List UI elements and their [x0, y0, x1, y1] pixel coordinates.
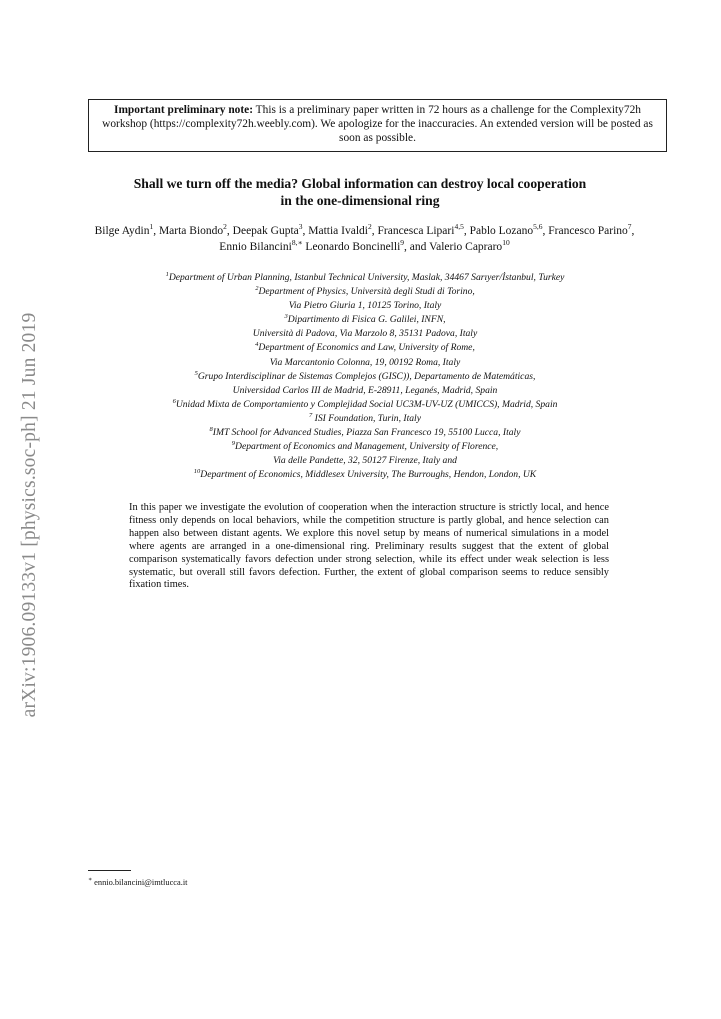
author-separator: ,: [542, 225, 549, 237]
affiliation-text: Dipartimento di Fisica G. Galilei, INFN,: [287, 314, 446, 326]
affiliation-line: [80, 341, 650, 355]
author: [158, 222, 233, 237]
affiliation-mark: 3: [284, 313, 288, 321]
affiliation-text: Via delle Pandette, 32, 50127 Firenze, Italy and: [273, 455, 457, 467]
author-name: Leonardo Boncinelli: [305, 240, 401, 253]
abstract: In this paper we investigate the evolution of cooperation when the interaction structure is strictly local, and hence fitness only depends on local behaviors, while the competition structure is partly global, and hence selection can happen also between distant agents. We explore this novel setup by means of numerical simulations in a model where agents are arranged in a one-dimensional ring. Preliminary results suggest that the extent of global comparison systematically favors defection under strong selection, while its effect under weak selection is less systematic, but overall still favors defection. Further, the extent of global comparison seems to reduce sensibly fixation times.: [129, 502, 609, 591]
author-name: Deepak Gupta: [232, 225, 299, 237]
footnote-rule: [88, 870, 131, 871]
affiliation-line: [80, 468, 650, 482]
author: [232, 222, 309, 237]
affiliation-line: [80, 384, 650, 398]
author: [548, 222, 635, 237]
author-separator: ,: [226, 225, 233, 237]
affiliation-line: [80, 356, 650, 370]
affiliation-text: IMT School for Advanced Studies, Piazza San Francesco 19, 55100 Lucca, Italy: [212, 427, 521, 439]
affiliation-list: [80, 271, 650, 482]
author-affiliation-mark: 1: [149, 222, 154, 232]
author-separator: ,: [631, 225, 635, 237]
affiliation-line: [80, 398, 650, 412]
author-affiliation-mark: 7: [627, 222, 632, 232]
author-affiliation-mark: 2: [223, 222, 227, 232]
paper-title: [80, 175, 640, 209]
affiliation-mark: 9: [231, 439, 236, 447]
author: [377, 222, 470, 237]
affiliation-line: [80, 271, 650, 285]
author-affiliation-mark: 9: [400, 237, 405, 247]
affiliation-text: Unidad Mixta de Comportamiento y Complejidad Social UC3M-UV-UZ (UMICCS), Madrid, Spain: [175, 398, 558, 410]
author-affiliation-mark: 4,5: [454, 222, 464, 232]
author-separator: , and: [404, 240, 430, 253]
affiliation-line: [80, 285, 650, 299]
affiliation-text: Department of Economics and Law, University of Rome,: [258, 342, 475, 354]
note-text: This is a preliminary paper written in 72 hours as a challenge for the Complexity72h workshop (https://complexity72h.weebly.com). We apologize for the inaccuracies. An extended version will be posted as soon as possible.: [102, 104, 653, 145]
author-separator: ,: [153, 225, 159, 237]
title-line-1: Shall we turn off the media? Global information can destroy local cooperation: [133, 176, 587, 191]
author-affiliation-mark: 2: [367, 222, 372, 232]
affiliation-text: Universidad Carlos III de Madrid, E-28911, Leganés, Madrid, Spain: [232, 384, 498, 396]
author-name: Pablo Lozano: [469, 225, 534, 237]
affiliation-line: [80, 327, 650, 341]
author-list: [92, 224, 637, 255]
affiliation-text: Università di Padova, Via Marzolo 8, 35131 Padova, Italy: [252, 328, 478, 340]
affiliation-mark: 1: [165, 270, 169, 278]
affiliation-text: Via Marcantonio Colonna, 19, 00192 Roma, Italy: [269, 356, 461, 368]
author-name: Mattia Ivaldi: [308, 225, 368, 237]
affiliation-mark: 10: [193, 468, 201, 476]
author-affiliation-mark: 3: [298, 222, 303, 232]
affiliation-line: [80, 299, 650, 313]
author-name: Valerio Capraro: [429, 240, 503, 253]
footnote-email: ennio.bilancini@imtlucca.it: [94, 878, 188, 887]
preliminary-note-box: [88, 99, 667, 152]
footnote-mark: ∗: [88, 877, 93, 884]
arxiv-identifier-stamp: [18, 290, 42, 740]
author-separator: ,: [371, 225, 378, 237]
affiliation-text: Department of Urban Planning, Istanbul Technical University, Maslak, 34467 Sarıyer/İstanbul, Turkey: [168, 272, 565, 283]
note-label: Important preliminary note:: [114, 104, 254, 116]
author: [219, 237, 305, 253]
author-name: Marta Biondo: [158, 225, 224, 237]
affiliation-mark: 7: [309, 411, 313, 419]
affiliation-line: [80, 454, 650, 468]
footnote: [88, 877, 187, 888]
author: [429, 237, 510, 253]
title-line-2: in the one-dimensional ring: [280, 193, 440, 208]
affiliation-line: [80, 370, 650, 384]
affiliation-text: Department of Economics, Middlesex University, The Burroughs, Hendon, London, UK: [200, 469, 537, 481]
author: [94, 222, 159, 237]
affiliation-text: Department of Economics and Management, University of Florence,: [235, 441, 499, 453]
author-name: Bilge Aydin: [94, 225, 150, 237]
arxiv-stamp-text: arXiv:1906.09133v1 [physics.soc-ph] 21 Jun 2019: [19, 312, 40, 718]
author-name: Francesca Lipari: [377, 225, 455, 237]
affiliation-mark: 5: [194, 369, 198, 377]
affiliation-line: [80, 412, 650, 426]
author-name: Ennio Bilancini: [219, 240, 292, 253]
author-separator: ,: [463, 225, 470, 237]
affiliation-text: Grupo Interdisciplinar de Sistemas Complejos (GISC)), Departamento de Matemáticas,: [197, 370, 536, 382]
affiliation-text: Via Pietro Giuria 1, 10125 Torino, Italy: [288, 300, 442, 312]
author-affiliation-mark: 10: [502, 237, 510, 247]
affiliation-mark: 2: [255, 284, 259, 292]
author: [469, 222, 549, 237]
author: [308, 222, 378, 237]
author-name: Francesco Parino: [548, 225, 628, 237]
affiliation-mark: 4: [255, 341, 259, 349]
author-affiliation-mark: 8,∗: [291, 237, 303, 247]
affiliation-line: [80, 426, 650, 440]
affiliation-line: [80, 440, 650, 454]
author: [305, 237, 430, 253]
affiliation-text: ISI Foundation, Turin, Italy: [312, 412, 421, 424]
affiliation-text: Department of Physics, Università degli Studi di Torino,: [258, 286, 475, 298]
author-affiliation-mark: 5,6: [533, 222, 543, 232]
affiliation-mark: 6: [172, 397, 176, 405]
author-separator: ,: [302, 225, 309, 237]
affiliation-line: [80, 313, 650, 327]
affiliation-mark: 8: [209, 425, 213, 433]
